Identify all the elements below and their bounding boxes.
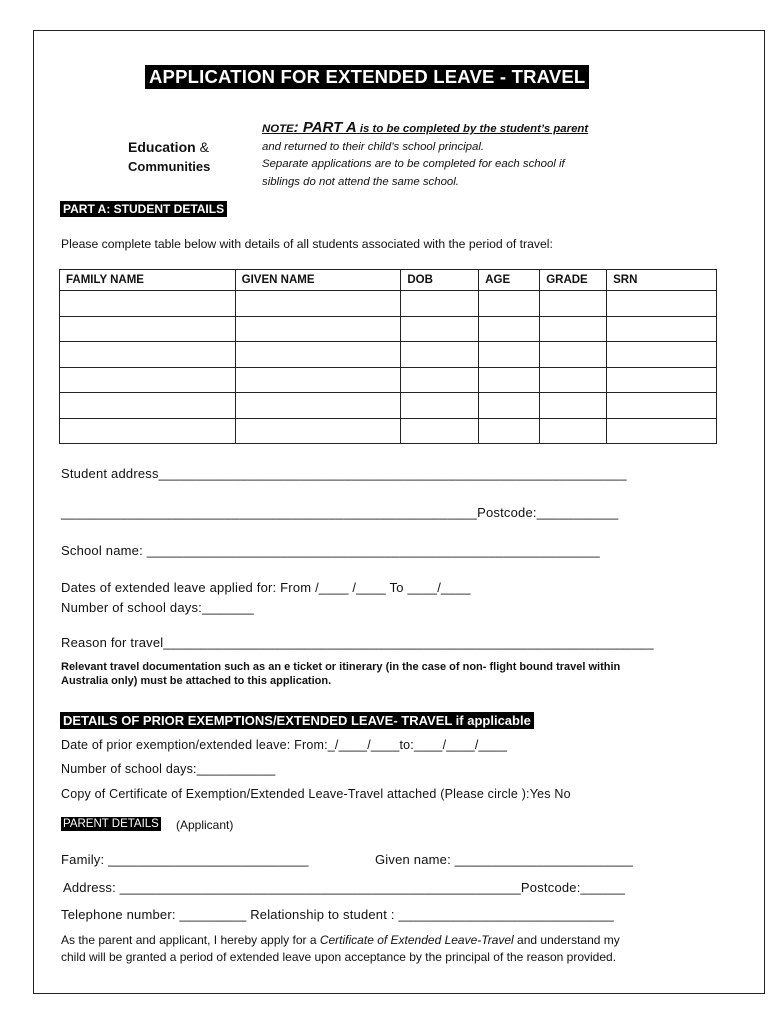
declaration-certificate-name: Certificate of Extended Leave-Travel bbox=[319, 933, 514, 947]
table-cell[interactable] bbox=[60, 367, 236, 393]
table-cell[interactable] bbox=[401, 367, 479, 393]
logo-communities: Communities bbox=[128, 159, 211, 174]
table-row bbox=[60, 418, 717, 444]
col-srn: SRN bbox=[607, 270, 717, 291]
table-cell[interactable] bbox=[235, 342, 401, 368]
logo-education-text: Education bbox=[128, 139, 196, 155]
part-a-heading: PART A: STUDENT DETAILS bbox=[60, 201, 227, 217]
table-cell[interactable] bbox=[60, 316, 236, 342]
table-cell[interactable] bbox=[607, 316, 717, 342]
note-lead bbox=[262, 119, 589, 136]
col-dob: DOB bbox=[401, 270, 479, 291]
prior-exemptions-heading: DETAILS OF PRIOR EXEMPTIONS/EXTENDED LEAVE- TRAVEL if applicable bbox=[60, 712, 534, 729]
col-given-name: GIVEN NAME bbox=[235, 270, 401, 291]
table-row bbox=[60, 316, 717, 342]
table-cell[interactable] bbox=[401, 316, 479, 342]
table-cell[interactable] bbox=[607, 393, 717, 419]
table-cell[interactable] bbox=[540, 393, 607, 419]
school-days-field[interactable]: Number of school days:_______ bbox=[61, 600, 254, 615]
note-line-1 bbox=[262, 119, 588, 139]
col-age: AGE bbox=[479, 270, 540, 291]
table-cell[interactable] bbox=[401, 291, 479, 317]
table-cell[interactable] bbox=[540, 367, 607, 393]
prior-exemption-dates-field[interactable]: Date of prior exemption/extended leave: From:_/____/____to:____/____/____ bbox=[61, 738, 508, 752]
table-cell[interactable] bbox=[607, 367, 717, 393]
table-cell[interactable] bbox=[479, 393, 540, 419]
table-cell[interactable] bbox=[540, 342, 607, 368]
table-cell[interactable] bbox=[235, 393, 401, 419]
parent-address-field[interactable]: Address: ______________________________________________________Postcode:______ bbox=[63, 880, 626, 895]
student-address-field[interactable]: Student address_______________________________________________________________ bbox=[61, 466, 627, 481]
prior-school-days-field[interactable]: Number of school days:___________ bbox=[61, 762, 276, 776]
logo-education bbox=[128, 139, 209, 155]
table-cell[interactable] bbox=[479, 291, 540, 317]
student-postcode-field[interactable]: ________________________________________________________Postcode:___________ bbox=[61, 505, 619, 520]
table-row bbox=[60, 291, 717, 317]
table-cell[interactable] bbox=[401, 393, 479, 419]
table-cell[interactable] bbox=[401, 418, 479, 444]
table-cell[interactable] bbox=[401, 342, 479, 368]
parent-details-subtitle: (Applicant) bbox=[176, 818, 234, 832]
note-part-a: : PART A bbox=[293, 119, 357, 136]
declaration-text bbox=[61, 932, 620, 965]
note-prefix: NOTE bbox=[262, 123, 294, 135]
parent-telephone-field[interactable]: Telephone number: _________ Relationship to student : _____________________________ bbox=[61, 907, 614, 922]
declaration-line-1-start: As the parent and applicant, I hereby apply for a bbox=[61, 933, 320, 947]
table-row bbox=[60, 393, 717, 419]
school-name-field[interactable]: School name: _____________________________________________________________ bbox=[61, 543, 600, 558]
declaration-line-1-end: and understand my bbox=[513, 933, 620, 947]
table-cell[interactable] bbox=[479, 367, 540, 393]
leave-dates-field[interactable]: Dates of extended leave applied for: From /____ /____ To ____/____ bbox=[61, 580, 471, 595]
table-cell[interactable] bbox=[235, 367, 401, 393]
table-cell[interactable] bbox=[607, 291, 717, 317]
table-cell[interactable] bbox=[60, 342, 236, 368]
logo-ampersand: & bbox=[199, 139, 209, 155]
table-cell[interactable] bbox=[60, 418, 236, 444]
table-cell[interactable] bbox=[479, 316, 540, 342]
parent-family-field[interactable]: Family: ___________________________ bbox=[61, 852, 309, 867]
table-cell[interactable] bbox=[235, 418, 401, 444]
note-line-2: and returned to their child’s school principal. bbox=[262, 140, 485, 153]
declaration-line-2: child will be granted a period of extended leave upon acceptance by the principal of the reason provided. bbox=[61, 949, 617, 964]
page-title: APPLICATION FOR EXTENDED LEAVE - TRAVEL bbox=[145, 65, 589, 89]
travel-documentation-notice bbox=[61, 660, 620, 688]
table-cell[interactable] bbox=[479, 418, 540, 444]
parent-given-name-field[interactable]: Given name: ________________________ bbox=[375, 852, 634, 867]
table-cell[interactable] bbox=[60, 291, 236, 317]
table-cell[interactable] bbox=[540, 291, 607, 317]
travel-reason-field[interactable]: Reason for travel__________________________________________________________________ bbox=[61, 635, 654, 650]
table-row bbox=[60, 367, 717, 393]
note-line-4: siblings do not attend the same school. bbox=[262, 175, 459, 188]
travel-doc-line-2: Australia only) must be attached to this application. bbox=[61, 675, 332, 687]
table-intro: Please complete table below with details of all students associated with the period of travel: bbox=[61, 237, 553, 251]
table-cell[interactable] bbox=[60, 393, 236, 419]
declaration-line-1 bbox=[61, 932, 620, 949]
student-details-table bbox=[59, 269, 717, 444]
col-family-name: FAMILY NAME bbox=[60, 270, 236, 291]
table-row bbox=[60, 342, 717, 368]
table-cell[interactable] bbox=[235, 291, 401, 317]
note-line-3: Separate applications are to be completed for each school if bbox=[262, 158, 565, 170]
table-cell[interactable] bbox=[607, 418, 717, 444]
table-header-row bbox=[60, 270, 717, 291]
table-cell[interactable] bbox=[235, 316, 401, 342]
note-block bbox=[262, 119, 588, 191]
table-cell[interactable] bbox=[540, 418, 607, 444]
table-cell[interactable] bbox=[607, 342, 717, 368]
table-cell[interactable] bbox=[479, 342, 540, 368]
col-grade: GRADE bbox=[540, 270, 607, 291]
travel-doc-line-1: Relevant travel documentation such as an e ticket or itinerary (in the case of non- flight bound travel within bbox=[61, 661, 621, 673]
parent-details-heading: PARENT DETAILS bbox=[63, 818, 159, 830]
table-cell[interactable] bbox=[540, 316, 607, 342]
certificate-attached-field[interactable]: Copy of Certificate of Exemption/Extended Leave-Travel attached (Please circle ):Yes No bbox=[61, 787, 571, 801]
note-lead-rest: is to be completed by the student’s parent bbox=[356, 123, 589, 135]
